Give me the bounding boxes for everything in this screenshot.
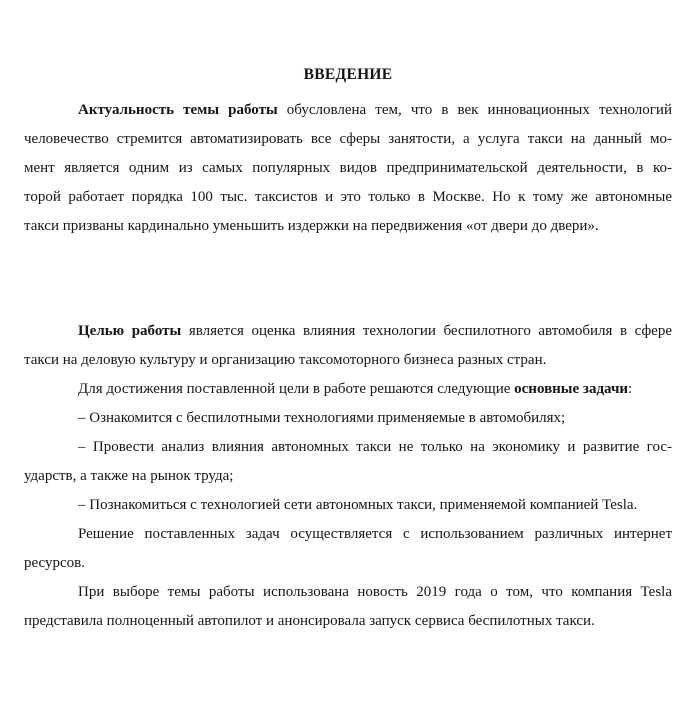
bold-text-run: Целью работы [78,323,182,339]
text-line [24,607,672,636]
text-line [24,433,672,462]
text-run: – Познакомиться с технологией сети автономных такси, применяемой компанией Tesla. [78,497,638,513]
text-run: представила полноценный автопилот и анонсировала запуск сервиса беспилотных такси. [24,613,595,629]
text-line [24,520,672,549]
text-line [24,491,672,520]
paragraph-solution [24,520,672,578]
text-run: мент является одним из самых популярных видов предпринимательской деятельности, в ко- [24,160,672,176]
paragraph-goal [24,317,672,375]
document-heading: ВВЕДЕНИЕ [303,66,393,83]
text-run: является оценка влияния технологии беспилотного автомобиля в сфере [181,323,672,339]
text-line [24,375,672,404]
text-run: обусловлена тем, что в век инновационных технологий [277,102,672,118]
bold-text-run: основные задачи [514,381,629,397]
text-line [24,317,672,346]
text-line [24,125,672,154]
text-run: ударств, а также на рынок труда; [24,468,234,484]
text-run: такси на деловую культуру и организацию таксомоторного бизнеса разных стран. [24,352,547,368]
task-item-3 [24,491,672,520]
bold-text-run: Актуальность темы работы [78,102,278,118]
text-line [24,462,672,491]
text-line [24,346,672,375]
text-run: торой работает порядка 100 тыс. таксистов и это только в Москве. Но к тому же автономные [24,189,672,205]
text-run: человечество стремится автоматизировать все сферы занятости, а услуга такси на данный мо- [24,131,672,147]
text-line [24,96,672,125]
vertical-gap [24,241,672,317]
text-line [24,212,672,241]
text-run: : [628,381,633,397]
task-item-2 [24,433,672,491]
text-run: – Ознакомится с беспилотными технологиями применяемые в автомобилях; [78,410,566,426]
text-run: При выборе темы работы использована новость 2019 года о том, что компания Tesla [78,584,672,600]
paragraph-news [24,578,672,636]
text-run: такси призваны кардинально уменьшить издержки на передвижения «от двери до двери». [24,218,599,234]
paragraph-tasks-intro [24,375,672,404]
text-run: Для достижения поставленной цели в работе решаются следующие [78,381,515,397]
text-line [24,183,672,212]
text-line [24,404,672,433]
document-body [24,96,672,636]
text-run: Решение поставленных задач осуществляется с использованием различных интернет [78,526,672,542]
task-item-1 [24,404,672,433]
paragraph-relevance [24,96,672,241]
text-run: ресурсов. [24,555,85,571]
text-line [24,154,672,183]
text-run: – Провести анализ влияния автономных такси не только на экономику и развитие гос- [78,439,672,455]
text-line [24,578,672,607]
text-line [24,549,672,578]
